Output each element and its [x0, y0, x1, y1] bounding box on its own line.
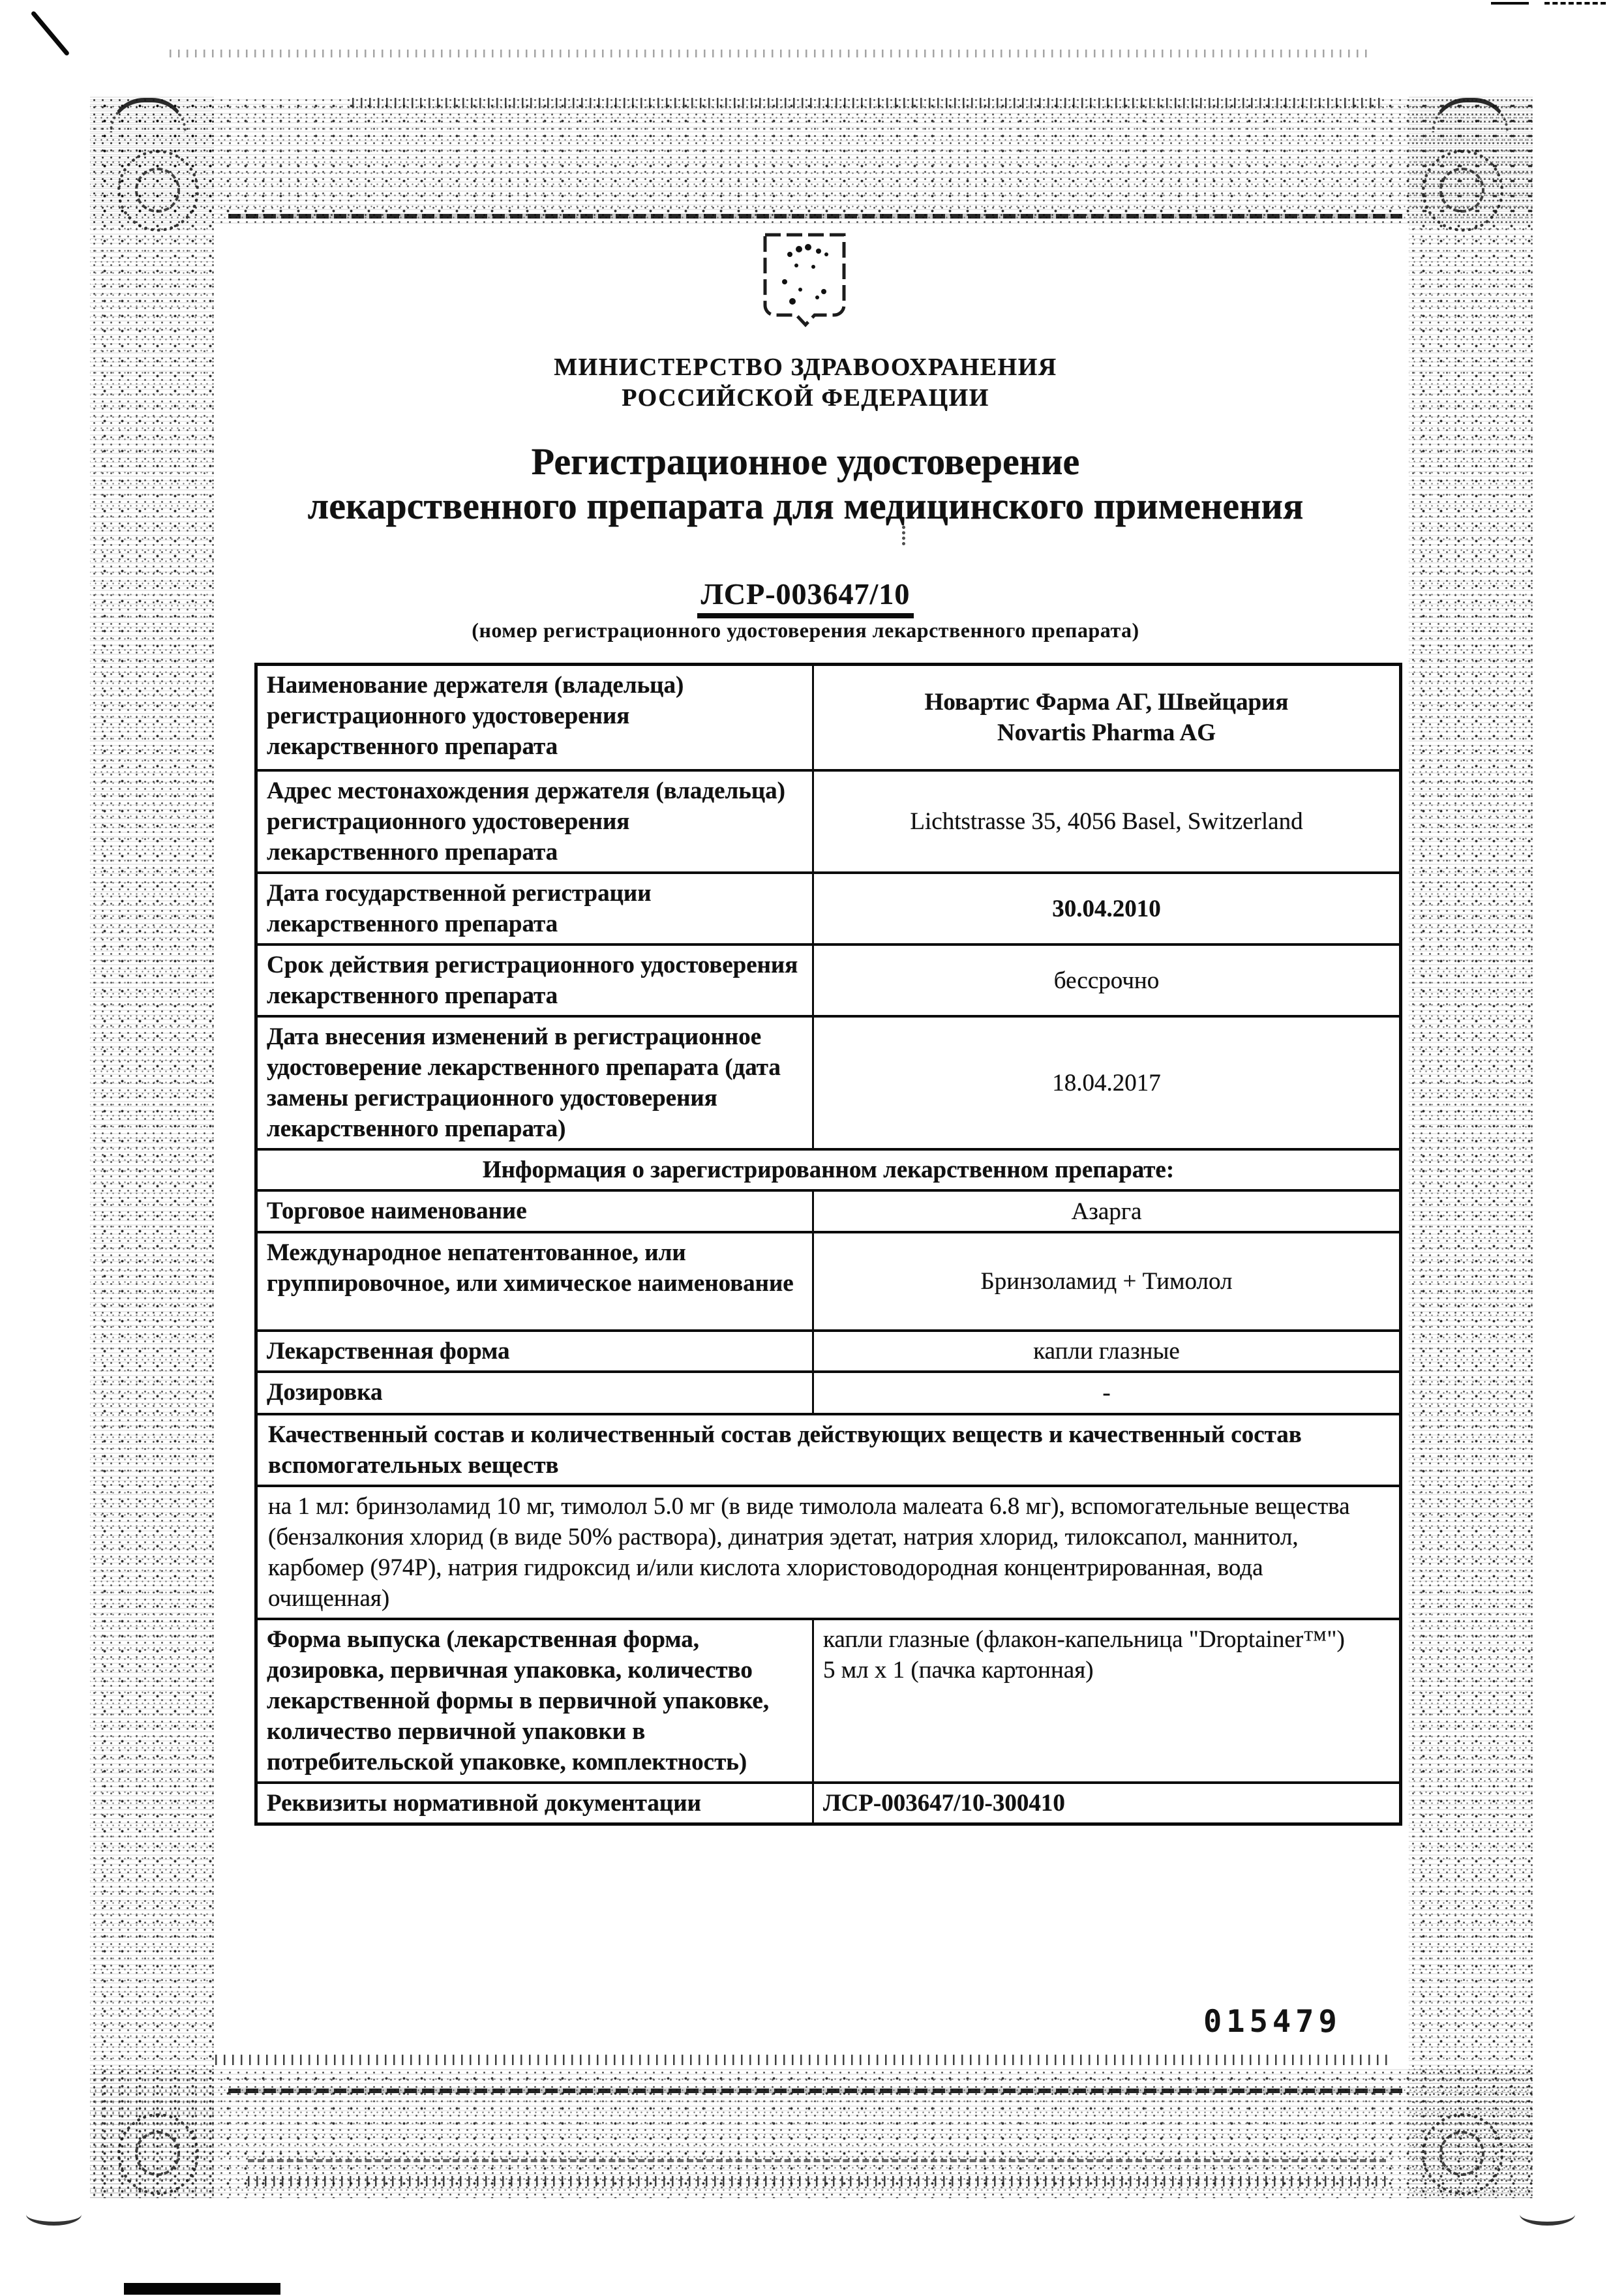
table-section-header-row [258, 1148, 1399, 1189]
row-value [812, 666, 1399, 769]
frame-rosette [1422, 2113, 1503, 2195]
coat-of-arms-emblem [759, 230, 853, 332]
registration-number: ЛСР-003647/10 [697, 577, 914, 618]
scan-artifact-bar [124, 2283, 280, 2295]
release-form-line1: капли глазные (флакон-капельница "Droptainer™") [823, 1626, 1345, 1653]
frame-ticks-inner [248, 2176, 1386, 2186]
table-row [258, 871, 1399, 943]
ministry-line2: РОССИЙСКОЙ ФЕДЕРАЦИИ [622, 384, 989, 412]
holder-name-en: Novartis Pharma AG [997, 719, 1216, 746]
frame-line [228, 2089, 1402, 2093]
row-label: Адрес местонахождения держателя (владельца) регистрационного удостоверения лекарственного препарата [267, 778, 785, 866]
table-row [258, 1231, 1399, 1329]
scan-artifact-colon [902, 526, 905, 545]
table-row [258, 1015, 1399, 1148]
table-row [258, 1618, 1399, 1781]
page-title [0, 440, 1611, 528]
row-value: бессрочно [812, 946, 1399, 1015]
section-header: Информация о зарегистрированном лекарственном препарате: [482, 1156, 1175, 1183]
row-label: Наименование держателя (владельца) регистрационного удостоверения лекарственного препарата [267, 672, 684, 760]
table-row [258, 666, 1399, 769]
registration-table [254, 663, 1402, 1826]
frame-swirl [1520, 2203, 1575, 2226]
frame-swirl [26, 2203, 82, 2226]
title-line2: лекарственного препарата для медицинского применения [307, 485, 1304, 527]
holder-name-ru: Новартис Фарма АГ, Швейцария [924, 689, 1289, 716]
frame-dashline [248, 2159, 1386, 2162]
row-label: Форма выпуска (лекарственная форма, дозировка, первичная упаковка, количество лекарственной формы в первичной упаковке, количество первичной упаковки в потребительской упаковке, комплектность) [267, 1626, 770, 1775]
table-row [258, 1189, 1399, 1231]
row-value: ЛСР-003647/10-300410 [812, 1784, 1399, 1822]
release-form-line2: 5 мл х 1 (пачка картонная) [823, 1657, 1094, 1684]
row-value: 30.04.2010 [812, 874, 1399, 943]
title-line1: Регистрационное удостоверение [531, 440, 1080, 483]
table-row [258, 769, 1399, 871]
pen-mark [31, 10, 70, 56]
table-section-header-row [258, 1413, 1399, 1485]
shield-icon [759, 230, 853, 329]
scan-artifact-dash [1491, 2, 1529, 5]
row-label: Дата государственной регистрации лекарственного препарата [267, 880, 652, 937]
row-value: - [812, 1373, 1399, 1413]
row-label: Срок действия регистрационного удостоверения лекарственного препарата [267, 952, 798, 1009]
registration-number-note: (номер регистрационного удостоверения лекарственного препарата) [472, 618, 1139, 642]
row-label: Реквизиты нормативной документации [267, 1790, 701, 1817]
frame-ticks-bottom [215, 2055, 1389, 2065]
frame-rosette [1422, 150, 1503, 232]
row-value: 18.04.2017 [812, 1018, 1399, 1148]
row-label: Международное непатентованное, или группировочное, или химическое наименование [267, 1239, 794, 1297]
scan-artifact-ticks [170, 50, 1370, 57]
row-value: Бринзоламид + Тимолол [812, 1233, 1399, 1329]
row-label: Дозировка [267, 1379, 383, 1406]
frame-band-top [90, 97, 1533, 224]
row-label: Торговое наименование [267, 1198, 527, 1224]
scan-artifact-dash [1544, 2, 1606, 5]
row-value [812, 1620, 1399, 1781]
row-label: Дата внесения изменений в регистрационное удостоверение лекарственного препарата (дата замены регистрационного удостоверения лекарственного препарата) [267, 1023, 781, 1142]
composition-text: на 1 мл: бринзоламид 10 мг, тимолол 5.0 мг (в виде тимолола малеата 6.8 мг), вспомогательные вещества (бензалкония хлорид (в виде 50% раствора), динатрия эдетат, натрия хлорид, тилоксапол, маннитол, карбомер (974Р), натрия гидроксид и/или кислота хлористоводородная концентрированная, вода очищенная) [268, 1493, 1350, 1612]
composition-header: Качественный состав и количественный состав действующих веществ и качественный состав вспомогательных веществ [268, 1421, 1302, 1479]
ministry-heading [0, 352, 1611, 414]
table-text-row [258, 1485, 1399, 1618]
ministry-line1: МИНИСТЕРСТВО ЗДРАВООХРАНЕНИЯ [554, 354, 1057, 381]
frame-rosette [117, 2113, 199, 2195]
frame-line [228, 214, 1402, 219]
table-row [258, 1370, 1399, 1413]
registration-number-block [0, 577, 1611, 618]
row-label: Лекарственная форма [267, 1338, 510, 1365]
table-row [258, 1781, 1399, 1822]
serial-number: 015479 [1203, 2004, 1342, 2040]
frame-ticks-top [352, 98, 1383, 108]
frame-rosette [117, 150, 199, 232]
row-value: Азарга [812, 1192, 1399, 1231]
row-value: капли глазные [812, 1332, 1399, 1370]
table-row [258, 943, 1399, 1015]
row-value: Lichtstrasse 35, 4056 Basel, Switzerland [812, 772, 1399, 871]
table-row [258, 1329, 1399, 1370]
